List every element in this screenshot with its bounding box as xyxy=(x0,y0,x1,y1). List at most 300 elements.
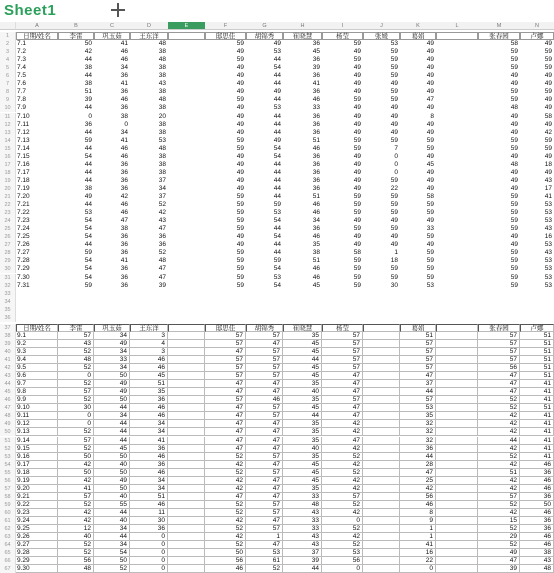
value-cell[interactable] xyxy=(168,485,205,493)
value-cell[interactable]: 22 xyxy=(400,557,436,565)
value-cell[interactable]: 0 xyxy=(322,565,363,573)
row-number[interactable]: 47 xyxy=(0,404,16,412)
value-cell[interactable]: 36 xyxy=(120,249,128,257)
value-cell[interactable]: 49 xyxy=(236,80,244,88)
value-cell[interactable] xyxy=(436,169,478,177)
value-cell[interactable] xyxy=(168,364,205,372)
value-cell[interactable]: 34 xyxy=(120,128,128,136)
value-cell[interactable]: 59 xyxy=(390,72,398,80)
column-header[interactable]: J xyxy=(363,22,400,30)
value-cell[interactable]: 57 xyxy=(246,509,283,517)
value-cell[interactable]: 59 xyxy=(510,201,518,209)
value-cell[interactable]: 57 xyxy=(322,493,363,501)
value-cell[interactable]: 52 xyxy=(94,565,130,573)
date-cell[interactable]: 7.4 xyxy=(17,64,27,72)
value-cell[interactable]: 59 xyxy=(510,48,518,56)
value-cell[interactable]: 49 xyxy=(353,120,361,128)
value-cell[interactable]: 36 xyxy=(120,233,128,241)
value-cell[interactable]: 33 xyxy=(283,525,322,533)
value-cell[interactable]: 49 xyxy=(510,233,518,241)
value-cell[interactable]: 59 xyxy=(426,209,434,217)
date-cell[interactable]: 7.12 xyxy=(17,128,30,136)
value-cell[interactable]: 36 xyxy=(400,445,436,453)
row-number[interactable]: 62 xyxy=(0,525,16,533)
value-cell[interactable] xyxy=(436,493,478,501)
value-cell[interactable]: 57 xyxy=(246,453,283,461)
value-cell[interactable]: 59 xyxy=(84,136,92,144)
value-cell[interactable]: 36 xyxy=(312,40,320,48)
value-cell[interactable]: 53 xyxy=(400,404,436,412)
value-cell[interactable]: 49 xyxy=(544,104,552,112)
value-cell[interactable]: 36 xyxy=(158,233,166,241)
sheet-tab[interactable]: Sheet1 xyxy=(4,2,57,19)
value-cell[interactable]: 59 xyxy=(390,176,398,184)
value-cell[interactable]: 57 xyxy=(478,332,520,340)
value-cell[interactable] xyxy=(363,557,400,565)
value-cell[interactable] xyxy=(168,565,205,573)
value-cell[interactable]: 43 xyxy=(544,249,552,257)
date-cell[interactable]: 9.18 xyxy=(16,469,58,477)
value-cell[interactable]: 59 xyxy=(236,225,244,233)
header-cell[interactable]: 巩玉茹 xyxy=(94,32,130,40)
value-cell[interactable]: 46 xyxy=(120,56,128,64)
value-cell[interactable]: 59 xyxy=(353,201,361,209)
value-cell[interactable] xyxy=(436,332,478,340)
value-cell[interactable] xyxy=(363,509,400,517)
value-cell[interactable]: 59 xyxy=(510,257,518,265)
value-cell[interactable]: 59 xyxy=(390,265,398,273)
value-cell[interactable] xyxy=(436,104,478,112)
value-cell[interactable]: 48 xyxy=(158,40,166,48)
value-cell[interactable]: 35 xyxy=(283,420,322,428)
value-cell[interactable]: 49 xyxy=(390,120,398,128)
value-cell[interactable]: 36 xyxy=(158,241,166,249)
value-cell[interactable]: 32 xyxy=(400,437,436,445)
value-cell[interactable]: 44 xyxy=(84,168,92,176)
column-header[interactable]: I xyxy=(322,22,363,30)
value-cell[interactable]: 50 xyxy=(94,396,130,404)
value-cell[interactable]: 52 xyxy=(322,469,363,477)
value-cell[interactable]: 57 xyxy=(478,348,520,356)
value-cell[interactable]: 46 xyxy=(312,233,320,241)
value-cell[interactable]: 59 xyxy=(510,96,518,104)
row-number[interactable]: 26 xyxy=(0,233,16,241)
value-cell[interactable]: 36 xyxy=(120,265,128,273)
date-cell[interactable]: 7.24 xyxy=(17,225,30,233)
value-cell[interactable]: 42 xyxy=(58,461,94,469)
value-cell[interactable]: 59 xyxy=(390,136,398,144)
value-cell[interactable]: 52 xyxy=(58,396,94,404)
value-cell[interactable]: 59 xyxy=(390,88,398,96)
row-number[interactable]: 57 xyxy=(0,485,16,493)
value-cell[interactable]: 49 xyxy=(236,168,244,176)
value-cell[interactable] xyxy=(168,169,205,177)
value-cell[interactable] xyxy=(436,56,478,64)
value-cell[interactable]: 46 xyxy=(520,533,554,541)
value-cell[interactable] xyxy=(363,388,400,396)
value-cell[interactable]: 52 xyxy=(58,364,94,372)
value-cell[interactable]: 54 xyxy=(273,217,281,225)
value-cell[interactable]: 57 xyxy=(58,332,94,340)
value-cell[interactable]: 49 xyxy=(510,72,518,80)
value-cell[interactable]: 42 xyxy=(158,209,166,217)
value-cell[interactable]: 49 xyxy=(273,136,281,144)
value-cell[interactable]: 36 xyxy=(312,168,320,176)
value-cell[interactable]: 41 xyxy=(520,437,554,445)
value-cell[interactable] xyxy=(363,412,400,420)
value-cell[interactable] xyxy=(436,225,478,233)
value-cell[interactable] xyxy=(168,396,205,404)
value-cell[interactable] xyxy=(168,428,205,436)
value-cell[interactable]: 38 xyxy=(120,225,128,233)
value-cell[interactable]: 57 xyxy=(400,348,436,356)
value-cell[interactable] xyxy=(168,501,205,509)
date-cell[interactable]: 9.15 xyxy=(16,445,58,453)
value-cell[interactable]: 49 xyxy=(236,233,244,241)
value-cell[interactable] xyxy=(436,541,478,549)
value-cell[interactable]: 34 xyxy=(94,332,130,340)
value-cell[interactable]: 42 xyxy=(205,533,246,541)
value-cell[interactable]: 47 xyxy=(205,348,246,356)
value-cell[interactable]: 59 xyxy=(510,88,518,96)
value-cell[interactable]: 53 xyxy=(544,217,552,225)
value-cell[interactable]: 52 xyxy=(58,428,94,436)
value-cell[interactable]: 45 xyxy=(312,281,320,289)
value-cell[interactable]: 36 xyxy=(120,168,128,176)
value-cell[interactable]: 57 xyxy=(246,348,283,356)
value-cell[interactable] xyxy=(168,137,205,145)
value-cell[interactable]: 41 xyxy=(520,428,554,436)
value-cell[interactable]: 0 xyxy=(88,112,92,120)
value-cell[interactable]: 49 xyxy=(426,40,434,48)
value-cell[interactable] xyxy=(168,56,205,64)
value-cell[interactable]: 59 xyxy=(544,136,552,144)
value-cell[interactable]: 49 xyxy=(273,40,281,48)
value-cell[interactable] xyxy=(168,340,205,348)
value-cell[interactable]: 49 xyxy=(353,168,361,176)
value-cell[interactable]: 47 xyxy=(400,372,436,380)
value-cell[interactable]: 59 xyxy=(353,144,361,152)
value-cell[interactable] xyxy=(436,121,478,129)
value-cell[interactable]: 40 xyxy=(94,517,130,525)
value-cell[interactable]: 59 xyxy=(353,225,361,233)
row-number[interactable]: 21 xyxy=(0,193,16,201)
header-cell[interactable] xyxy=(168,324,205,332)
value-cell[interactable]: 39 xyxy=(84,96,92,104)
header-cell[interactable]: 李雷 xyxy=(58,32,94,40)
value-cell[interactable]: 28 xyxy=(400,461,436,469)
value-cell[interactable]: 54 xyxy=(273,64,281,72)
value-cell[interactable]: 57 xyxy=(246,501,283,509)
value-cell[interactable]: 49 xyxy=(236,112,244,120)
value-cell[interactable]: 59 xyxy=(273,257,281,265)
row-number[interactable]: 7 xyxy=(0,80,16,88)
row-number[interactable]: 50 xyxy=(0,428,16,436)
value-cell[interactable] xyxy=(436,517,478,525)
value-cell[interactable]: 47 xyxy=(158,225,166,233)
value-cell[interactable]: 42 xyxy=(205,485,246,493)
value-cell[interactable]: 36 xyxy=(120,160,128,168)
row-number[interactable]: 28 xyxy=(0,249,16,257)
value-cell[interactable]: 59 xyxy=(84,281,92,289)
value-cell[interactable]: 47 xyxy=(205,380,246,388)
value-cell[interactable]: 38 xyxy=(84,64,92,72)
value-cell[interactable]: 49 xyxy=(236,48,244,56)
value-cell[interactable]: 42 xyxy=(84,48,92,56)
row-number[interactable]: 44 xyxy=(0,380,16,388)
value-cell[interactable]: 59 xyxy=(353,209,361,217)
value-cell[interactable]: 1 xyxy=(400,533,436,541)
value-cell[interactable] xyxy=(436,549,478,557)
value-cell[interactable] xyxy=(436,80,478,88)
date-cell[interactable]: 7.27 xyxy=(17,249,30,257)
value-cell[interactable]: 44 xyxy=(273,184,281,192)
value-cell[interactable]: 49 xyxy=(510,128,518,136)
value-cell[interactable]: 44 xyxy=(273,225,281,233)
value-cell[interactable]: 49 xyxy=(353,160,361,168)
value-cell[interactable] xyxy=(363,396,400,404)
value-cell[interactable]: 36 xyxy=(312,112,320,120)
value-cell[interactable]: 30 xyxy=(58,404,94,412)
value-cell[interactable]: 46 xyxy=(312,96,320,104)
value-cell[interactable]: 59 xyxy=(236,273,244,281)
value-cell[interactable]: 59 xyxy=(510,225,518,233)
value-cell[interactable]: 44 xyxy=(273,168,281,176)
value-cell[interactable]: 45 xyxy=(283,340,322,348)
value-cell[interactable]: 34 xyxy=(130,477,168,485)
value-cell[interactable]: 57 xyxy=(246,356,283,364)
value-cell[interactable]: 48 xyxy=(58,565,94,573)
value-cell[interactable] xyxy=(436,533,478,541)
row-number[interactable]: 17 xyxy=(0,161,16,169)
value-cell[interactable]: 42 xyxy=(478,509,520,517)
value-cell[interactable] xyxy=(436,388,478,396)
value-cell[interactable]: 46 xyxy=(130,356,168,364)
value-cell[interactable]: 42 xyxy=(322,428,363,436)
value-cell[interactable]: 4 xyxy=(130,340,168,348)
value-cell[interactable]: 45 xyxy=(283,477,322,485)
value-cell[interactable] xyxy=(363,469,400,477)
value-cell[interactable]: 46 xyxy=(312,201,320,209)
value-cell[interactable]: 42 xyxy=(478,461,520,469)
value-cell[interactable]: 32 xyxy=(400,420,436,428)
value-cell[interactable] xyxy=(168,461,205,469)
value-cell[interactable]: 49 xyxy=(544,168,552,176)
value-cell[interactable]: 46 xyxy=(312,265,320,273)
value-cell[interactable]: 41 xyxy=(520,420,554,428)
header-cell[interactable]: 胡锦秀 xyxy=(246,324,283,332)
value-cell[interactable]: 38 xyxy=(84,184,92,192)
date-cell[interactable]: 9.14 xyxy=(16,437,58,445)
value-cell[interactable]: 42 xyxy=(478,485,520,493)
value-cell[interactable]: 59 xyxy=(353,96,361,104)
date-cell[interactable]: 7.22 xyxy=(17,209,30,217)
value-cell[interactable]: 45 xyxy=(94,445,130,453)
value-cell[interactable]: 33 xyxy=(426,225,434,233)
value-cell[interactable]: 49 xyxy=(94,380,130,388)
value-cell[interactable]: 35 xyxy=(283,437,322,445)
value-cell[interactable]: 36 xyxy=(120,241,128,249)
value-cell[interactable] xyxy=(436,88,478,96)
value-cell[interactable]: 46 xyxy=(120,144,128,152)
value-cell[interactable] xyxy=(436,501,478,509)
value-cell[interactable]: 43 xyxy=(58,340,94,348)
value-cell[interactable] xyxy=(363,404,400,412)
header-cell[interactable]: 张春园 xyxy=(478,324,520,332)
value-cell[interactable]: 52 xyxy=(58,501,94,509)
date-cell[interactable]: 7.17 xyxy=(17,168,30,176)
value-cell[interactable] xyxy=(363,477,400,485)
value-cell[interactable] xyxy=(168,249,205,257)
value-cell[interactable]: 39 xyxy=(158,281,166,289)
value-cell[interactable] xyxy=(436,48,478,56)
value-cell[interactable]: 46 xyxy=(312,273,320,281)
value-cell[interactable]: 53 xyxy=(322,549,363,557)
value-cell[interactable] xyxy=(168,80,205,88)
value-cell[interactable]: 37 xyxy=(158,176,166,184)
value-cell[interactable]: 52 xyxy=(205,509,246,517)
row-number[interactable]: 38 xyxy=(0,332,16,340)
value-cell[interactable]: 42 xyxy=(322,445,363,453)
value-cell[interactable]: 35 xyxy=(283,396,322,404)
value-cell[interactable]: 48 xyxy=(158,257,166,265)
value-cell[interactable] xyxy=(168,88,205,96)
value-cell[interactable]: 59 xyxy=(426,265,434,273)
date-cell[interactable]: 9.21 xyxy=(16,493,58,501)
row-number[interactable]: 49 xyxy=(0,420,16,428)
value-cell[interactable]: 59 xyxy=(390,193,398,200)
value-cell[interactable]: 52 xyxy=(322,541,363,549)
value-cell[interactable] xyxy=(168,64,205,72)
value-cell[interactable]: 48 xyxy=(510,160,518,168)
value-cell[interactable]: 59 xyxy=(390,201,398,209)
row-number[interactable]: 66 xyxy=(0,557,16,565)
value-cell[interactable] xyxy=(168,412,205,420)
value-cell[interactable]: 48 xyxy=(58,356,94,364)
value-cell[interactable]: 42 xyxy=(322,420,363,428)
value-cell[interactable] xyxy=(436,477,478,485)
value-cell[interactable]: 49 xyxy=(544,120,552,128)
value-cell[interactable]: 11 xyxy=(130,509,168,517)
value-cell[interactable]: 57 xyxy=(400,356,436,364)
value-cell[interactable]: 56 xyxy=(322,557,363,565)
value-cell[interactable]: 35 xyxy=(130,388,168,396)
value-cell[interactable]: 45 xyxy=(283,404,322,412)
value-cell[interactable]: 57 xyxy=(205,364,246,372)
row-number[interactable]: 1 xyxy=(0,32,16,40)
value-cell[interactable]: 45 xyxy=(283,348,322,356)
value-cell[interactable]: 49 xyxy=(426,88,434,96)
value-cell[interactable]: 44 xyxy=(283,412,322,420)
row-number[interactable]: 42 xyxy=(0,364,16,372)
value-cell[interactable]: 52 xyxy=(205,541,246,549)
value-cell[interactable]: 42 xyxy=(478,477,520,485)
value-cell[interactable] xyxy=(436,340,478,348)
value-cell[interactable]: 54 xyxy=(84,217,92,225)
value-cell[interactable]: 16 xyxy=(400,549,436,557)
value-cell[interactable]: 48 xyxy=(158,96,166,104)
row-number[interactable]: 15 xyxy=(0,145,16,153)
value-cell[interactable]: 36 xyxy=(120,184,128,192)
value-cell[interactable]: 52 xyxy=(322,501,363,509)
value-cell[interactable] xyxy=(168,209,205,217)
date-cell[interactable]: 9.19 xyxy=(16,477,58,485)
value-cell[interactable]: 49 xyxy=(236,160,244,168)
date-cell[interactable]: 7.18 xyxy=(17,176,30,184)
value-cell[interactable]: 58 xyxy=(510,40,518,48)
value-cell[interactable]: 18 xyxy=(390,257,398,265)
value-cell[interactable] xyxy=(168,517,205,525)
header-cell[interactable] xyxy=(436,32,478,40)
value-cell[interactable]: 49 xyxy=(94,388,130,396)
value-cell[interactable] xyxy=(436,233,478,241)
value-cell[interactable]: 44 xyxy=(84,144,92,152)
value-cell[interactable] xyxy=(363,525,400,533)
row-number[interactable]: 51 xyxy=(0,437,16,445)
value-cell[interactable]: 45 xyxy=(426,160,434,168)
value-cell[interactable]: 41 xyxy=(130,437,168,445)
value-cell[interactable]: 47 xyxy=(246,445,283,453)
value-cell[interactable]: 49 xyxy=(236,120,244,128)
header-cell[interactable]: 杨莹 xyxy=(322,32,363,40)
value-cell[interactable]: 59 xyxy=(236,249,244,257)
value-cell[interactable]: 41 xyxy=(520,380,554,388)
value-cell[interactable]: 45 xyxy=(283,469,322,477)
row-number[interactable]: 45 xyxy=(0,388,16,396)
date-cell[interactable]: 9.24 xyxy=(16,517,58,525)
value-cell[interactable]: 44 xyxy=(273,120,281,128)
value-cell[interactable]: 49 xyxy=(353,233,361,241)
value-cell[interactable] xyxy=(168,388,205,396)
header-cell[interactable]: 巩玉茹 xyxy=(94,324,130,332)
value-cell[interactable]: 34 xyxy=(158,184,166,192)
value-cell[interactable]: 36 xyxy=(120,88,128,96)
value-cell[interactable]: 57 xyxy=(205,396,246,404)
value-cell[interactable]: 51 xyxy=(520,332,554,340)
row-number[interactable]: 67 xyxy=(0,565,16,573)
value-cell[interactable]: 49 xyxy=(478,549,520,557)
value-cell[interactable]: 51 xyxy=(478,469,520,477)
value-cell[interactable]: 49 xyxy=(426,128,434,136)
row-number[interactable]: 29 xyxy=(0,257,16,265)
value-cell[interactable]: 36 xyxy=(520,469,554,477)
value-cell[interactable]: 42 xyxy=(478,420,520,428)
value-cell[interactable]: 59 xyxy=(510,265,518,273)
value-cell[interactable]: 36 xyxy=(84,120,92,128)
value-cell[interactable]: 41 xyxy=(520,388,554,396)
value-cell[interactable]: 49 xyxy=(510,241,518,249)
value-cell[interactable]: 47 xyxy=(205,420,246,428)
value-cell[interactable]: 59 xyxy=(236,265,244,273)
value-cell[interactable]: 0 xyxy=(58,372,94,380)
value-cell[interactable]: 50 xyxy=(520,501,554,509)
value-cell[interactable]: 53 xyxy=(158,136,166,144)
value-cell[interactable]: 41 xyxy=(120,257,128,265)
row-number[interactable]: 2 xyxy=(0,40,16,48)
value-cell[interactable] xyxy=(168,233,205,241)
value-cell[interactable]: 36 xyxy=(312,72,320,80)
value-cell[interactable] xyxy=(168,145,205,153)
row-number[interactable]: 53 xyxy=(0,453,16,461)
value-cell[interactable]: 57 xyxy=(246,412,283,420)
value-cell[interactable]: 52 xyxy=(58,380,94,388)
date-cell[interactable]: 9.7 xyxy=(16,380,58,388)
value-cell[interactable]: 49 xyxy=(353,112,361,120)
date-cell[interactable]: 9.9 xyxy=(16,396,58,404)
value-cell[interactable]: 38 xyxy=(158,104,166,112)
value-cell[interactable] xyxy=(363,533,400,541)
value-cell[interactable]: 39 xyxy=(283,557,322,565)
